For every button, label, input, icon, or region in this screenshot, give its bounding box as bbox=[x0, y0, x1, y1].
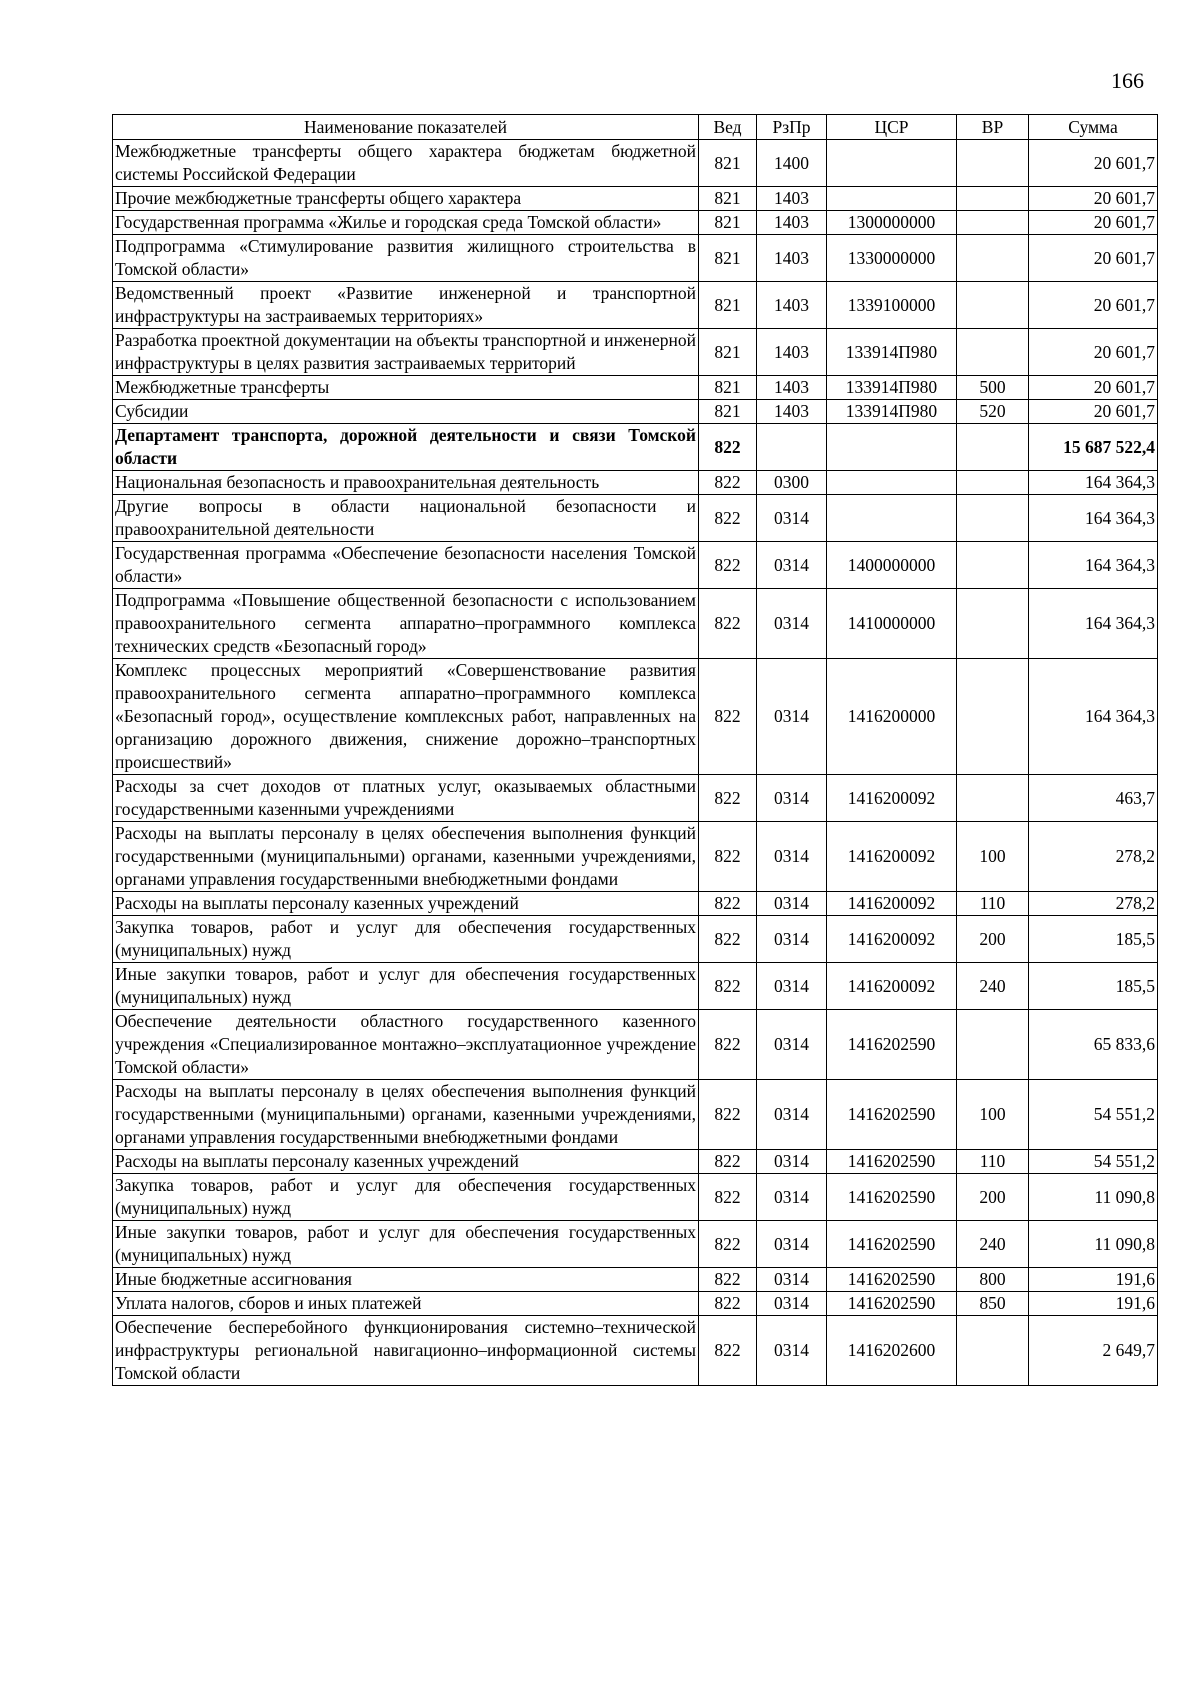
row-csr bbox=[827, 424, 957, 471]
row-rzpr: 1403 bbox=[757, 400, 827, 424]
header-vr: ВР bbox=[957, 115, 1029, 140]
table-row bbox=[113, 589, 1158, 659]
row-sum: 463,7 bbox=[1029, 775, 1158, 822]
table-row bbox=[113, 329, 1158, 376]
row-rzpr: 0314 bbox=[757, 1268, 827, 1292]
row-name: Комплекс процессных мероприятий «Совершенствование развития правоохранительного сегмента аппаратно–программного комплекса «Безопасный город», осуществление комплексных работ, направленных на организацию дорожного движения, снижение дорожно–транспортных происшествий» bbox=[113, 659, 699, 775]
row-sum: 185,5 bbox=[1029, 916, 1158, 963]
row-vr: 240 bbox=[957, 1221, 1029, 1268]
row-rzpr: 0314 bbox=[757, 916, 827, 963]
row-ved: 821 bbox=[699, 282, 757, 329]
row-ved: 822 bbox=[699, 1010, 757, 1080]
row-rzpr: 0314 bbox=[757, 963, 827, 1010]
row-sum: 54 551,2 bbox=[1029, 1080, 1158, 1150]
row-vr: 110 bbox=[957, 1150, 1029, 1174]
table-row bbox=[113, 376, 1158, 400]
row-rzpr: 1403 bbox=[757, 329, 827, 376]
table-row bbox=[113, 1221, 1158, 1268]
row-csr: 133914П980 bbox=[827, 400, 957, 424]
row-vr bbox=[957, 471, 1029, 495]
row-vr: 100 bbox=[957, 1080, 1029, 1150]
row-name: Расходы за счет доходов от платных услуг, оказываемых областными государственными казенными учреждениями bbox=[113, 775, 699, 822]
row-name: Расходы на выплаты персоналу в целях обеспечения выполнения функций государственными (муниципальными) органами, казенными учреждениями, органами управления государственными внебюджетными фондами bbox=[113, 1080, 699, 1150]
row-rzpr: 0314 bbox=[757, 1174, 827, 1221]
row-ved: 822 bbox=[699, 892, 757, 916]
row-csr: 1416202590 bbox=[827, 1150, 957, 1174]
row-name: Межбюджетные трансферты общего характера бюджетам бюджетной системы Российской Федерации bbox=[113, 140, 699, 187]
row-rzpr: 0314 bbox=[757, 1316, 827, 1386]
table-row bbox=[113, 282, 1158, 329]
row-ved: 822 bbox=[699, 1292, 757, 1316]
row-csr: 1339100000 bbox=[827, 282, 957, 329]
table-row bbox=[113, 471, 1158, 495]
row-rzpr: 0314 bbox=[757, 542, 827, 589]
row-csr bbox=[827, 187, 957, 211]
row-rzpr: 0314 bbox=[757, 822, 827, 892]
row-ved: 822 bbox=[699, 424, 757, 471]
row-rzpr: 0314 bbox=[757, 775, 827, 822]
row-csr: 1416202590 bbox=[827, 1268, 957, 1292]
row-name: Государственная программа «Обеспечение безопасности населения Томской области» bbox=[113, 542, 699, 589]
row-ved: 821 bbox=[699, 140, 757, 187]
row-ved: 822 bbox=[699, 659, 757, 775]
row-rzpr: 0314 bbox=[757, 1080, 827, 1150]
row-ved: 822 bbox=[699, 775, 757, 822]
row-ved: 822 bbox=[699, 1080, 757, 1150]
row-vr bbox=[957, 211, 1029, 235]
row-sum: 164 364,3 bbox=[1029, 471, 1158, 495]
row-vr: 200 bbox=[957, 1174, 1029, 1221]
row-sum: 20 601,7 bbox=[1029, 140, 1158, 187]
row-vr bbox=[957, 282, 1029, 329]
row-name: Межбюджетные трансферты bbox=[113, 376, 699, 400]
row-sum: 278,2 bbox=[1029, 822, 1158, 892]
row-csr: 133914П980 bbox=[827, 376, 957, 400]
row-ved: 822 bbox=[699, 495, 757, 542]
row-vr: 200 bbox=[957, 916, 1029, 963]
row-csr: 1410000000 bbox=[827, 589, 957, 659]
row-vr bbox=[957, 329, 1029, 376]
row-rzpr: 0314 bbox=[757, 495, 827, 542]
table-row bbox=[113, 235, 1158, 282]
header-csr: ЦСР bbox=[827, 115, 957, 140]
table-row bbox=[113, 1174, 1158, 1221]
row-name: Подпрограмма «Стимулирование развития жилищного строительства в Томской области» bbox=[113, 235, 699, 282]
table-row bbox=[113, 542, 1158, 589]
row-ved: 822 bbox=[699, 542, 757, 589]
row-vr: 110 bbox=[957, 892, 1029, 916]
row-vr: 520 bbox=[957, 400, 1029, 424]
row-ved: 822 bbox=[699, 963, 757, 1010]
row-ved: 821 bbox=[699, 400, 757, 424]
row-name: Подпрограмма «Повышение общественной безопасности с использованием правоохранительного сегмента аппаратно–программного комплекса технических средств «Безопасный город» bbox=[113, 589, 699, 659]
row-rzpr: 0314 bbox=[757, 892, 827, 916]
table-row bbox=[113, 775, 1158, 822]
row-sum: 185,5 bbox=[1029, 963, 1158, 1010]
row-name: Другие вопросы в области национальной безопасности и правоохранительной деятельности bbox=[113, 495, 699, 542]
row-csr: 1416202600 bbox=[827, 1316, 957, 1386]
row-csr: 1416202590 bbox=[827, 1080, 957, 1150]
row-rzpr: 1403 bbox=[757, 187, 827, 211]
table-row bbox=[113, 1316, 1158, 1386]
row-csr: 1300000000 bbox=[827, 211, 957, 235]
row-vr bbox=[957, 495, 1029, 542]
table-row bbox=[113, 187, 1158, 211]
row-sum: 164 364,3 bbox=[1029, 589, 1158, 659]
row-sum: 20 601,7 bbox=[1029, 282, 1158, 329]
row-csr: 1416200092 bbox=[827, 916, 957, 963]
row-name: Иные закупки товаров, работ и услуг для обеспечения государственных (муниципальных) нужд bbox=[113, 1221, 699, 1268]
row-csr: 1416202590 bbox=[827, 1010, 957, 1080]
row-rzpr: 0300 bbox=[757, 471, 827, 495]
row-rzpr bbox=[757, 424, 827, 471]
row-name: Национальная безопасность и правоохранительная деятельность bbox=[113, 471, 699, 495]
row-ved: 821 bbox=[699, 235, 757, 282]
row-sum: 65 833,6 bbox=[1029, 1010, 1158, 1080]
row-name: Закупка товаров, работ и услуг для обеспечения государственных (муниципальных) нужд bbox=[113, 916, 699, 963]
budget-table bbox=[112, 114, 1158, 1386]
table-row bbox=[113, 1292, 1158, 1316]
row-rzpr: 1403 bbox=[757, 282, 827, 329]
row-name: Ведомственный проект «Развитие инженерной и транспортной инфраструктуры на застраиваемых территориях» bbox=[113, 282, 699, 329]
row-vr: 500 bbox=[957, 376, 1029, 400]
row-sum: 164 364,3 bbox=[1029, 495, 1158, 542]
header-sum: Сумма bbox=[1029, 115, 1158, 140]
row-vr: 100 bbox=[957, 822, 1029, 892]
row-ved: 821 bbox=[699, 187, 757, 211]
row-name: Государственная программа «Жилье и городская среда Томской области» bbox=[113, 211, 699, 235]
row-vr bbox=[957, 659, 1029, 775]
row-name: Разработка проектной документации на объекты транспортной и инженерной инфраструктуры в целях развития застраиваемых территорий bbox=[113, 329, 699, 376]
row-sum: 20 601,7 bbox=[1029, 187, 1158, 211]
table-header-row bbox=[113, 115, 1158, 140]
row-rzpr: 0314 bbox=[757, 589, 827, 659]
row-vr bbox=[957, 775, 1029, 822]
table-row bbox=[113, 140, 1158, 187]
row-name: Уплата налогов, сборов и иных платежей bbox=[113, 1292, 699, 1316]
row-rzpr: 1403 bbox=[757, 235, 827, 282]
table-row bbox=[113, 822, 1158, 892]
table-row bbox=[113, 1080, 1158, 1150]
row-vr bbox=[957, 424, 1029, 471]
row-csr: 1416202590 bbox=[827, 1292, 957, 1316]
row-ved: 821 bbox=[699, 376, 757, 400]
table-row bbox=[113, 211, 1158, 235]
row-rzpr: 0314 bbox=[757, 1150, 827, 1174]
table-row bbox=[113, 963, 1158, 1010]
row-csr: 1416200092 bbox=[827, 822, 957, 892]
row-vr bbox=[957, 589, 1029, 659]
row-csr: 1416200092 bbox=[827, 892, 957, 916]
row-csr: 133914П980 bbox=[827, 329, 957, 376]
row-vr bbox=[957, 235, 1029, 282]
row-sum: 54 551,2 bbox=[1029, 1150, 1158, 1174]
row-ved: 822 bbox=[699, 916, 757, 963]
row-ved: 821 bbox=[699, 211, 757, 235]
row-sum: 11 090,8 bbox=[1029, 1174, 1158, 1221]
row-sum: 20 601,7 bbox=[1029, 329, 1158, 376]
row-sum: 2 649,7 bbox=[1029, 1316, 1158, 1386]
row-name: Департамент транспорта, дорожной деятельности и связи Томской области bbox=[113, 424, 699, 471]
row-name: Расходы на выплаты персоналу казенных учреждений bbox=[113, 892, 699, 916]
table-row bbox=[113, 1150, 1158, 1174]
row-rzpr: 1403 bbox=[757, 376, 827, 400]
row-ved: 822 bbox=[699, 1316, 757, 1386]
header-ved: Вед bbox=[699, 115, 757, 140]
row-ved: 822 bbox=[699, 1221, 757, 1268]
table-row bbox=[113, 659, 1158, 775]
row-csr: 1416200000 bbox=[827, 659, 957, 775]
row-csr: 1416200092 bbox=[827, 963, 957, 1010]
row-ved: 822 bbox=[699, 822, 757, 892]
row-vr bbox=[957, 542, 1029, 589]
row-vr bbox=[957, 1316, 1029, 1386]
row-name: Прочие межбюджетные трансферты общего характера bbox=[113, 187, 699, 211]
row-ved: 822 bbox=[699, 1150, 757, 1174]
row-sum: 191,6 bbox=[1029, 1292, 1158, 1316]
row-csr: 1330000000 bbox=[827, 235, 957, 282]
row-vr bbox=[957, 140, 1029, 187]
page-number: 166 bbox=[1111, 68, 1144, 93]
row-rzpr: 0314 bbox=[757, 1292, 827, 1316]
header-rzpr: РзПр bbox=[757, 115, 827, 140]
table-row bbox=[113, 400, 1158, 424]
table-row bbox=[113, 892, 1158, 916]
row-rzpr: 0314 bbox=[757, 1221, 827, 1268]
row-name: Иные закупки товаров, работ и услуг для обеспечения государственных (муниципальных) нужд bbox=[113, 963, 699, 1010]
row-ved: 822 bbox=[699, 1174, 757, 1221]
row-sum: 164 364,3 bbox=[1029, 659, 1158, 775]
row-name: Расходы на выплаты персоналу казенных учреждений bbox=[113, 1150, 699, 1174]
row-vr: 800 bbox=[957, 1268, 1029, 1292]
row-rzpr: 0314 bbox=[757, 659, 827, 775]
row-vr bbox=[957, 1010, 1029, 1080]
table-row bbox=[113, 424, 1158, 471]
table-row bbox=[113, 1268, 1158, 1292]
row-name: Обеспечение деятельности областного государственного казенного учреждения «Специализированное монтажно–эксплуатационное учреждение Томской области» bbox=[113, 1010, 699, 1080]
row-rzpr: 1400 bbox=[757, 140, 827, 187]
row-csr: 1400000000 bbox=[827, 542, 957, 589]
row-name: Иные бюджетные ассигнования bbox=[113, 1268, 699, 1292]
row-csr: 1416202590 bbox=[827, 1174, 957, 1221]
row-sum: 20 601,7 bbox=[1029, 235, 1158, 282]
row-csr bbox=[827, 140, 957, 187]
row-csr bbox=[827, 495, 957, 542]
row-sum: 20 601,7 bbox=[1029, 211, 1158, 235]
table-row bbox=[113, 1010, 1158, 1080]
row-ved: 822 bbox=[699, 1268, 757, 1292]
header-name: Наименование показателей bbox=[113, 115, 699, 140]
row-csr: 1416202590 bbox=[827, 1221, 957, 1268]
row-ved: 821 bbox=[699, 329, 757, 376]
row-sum: 20 601,7 bbox=[1029, 400, 1158, 424]
table-body bbox=[113, 140, 1158, 1386]
row-sum: 164 364,3 bbox=[1029, 542, 1158, 589]
table-row bbox=[113, 495, 1158, 542]
row-ved: 822 bbox=[699, 471, 757, 495]
row-rzpr: 1403 bbox=[757, 211, 827, 235]
row-sum: 20 601,7 bbox=[1029, 376, 1158, 400]
table-row bbox=[113, 916, 1158, 963]
row-csr: 1416200092 bbox=[827, 775, 957, 822]
row-name: Расходы на выплаты персоналу в целях обеспечения выполнения функций государственными (муниципальными) органами, казенными учреждениями, органами управления государственными внебюджетными фондами bbox=[113, 822, 699, 892]
row-name: Субсидии bbox=[113, 400, 699, 424]
row-ved: 822 bbox=[699, 589, 757, 659]
row-vr: 850 bbox=[957, 1292, 1029, 1316]
row-sum: 191,6 bbox=[1029, 1268, 1158, 1292]
row-sum: 278,2 bbox=[1029, 892, 1158, 916]
row-rzpr: 0314 bbox=[757, 1010, 827, 1080]
row-csr bbox=[827, 471, 957, 495]
row-vr: 240 bbox=[957, 963, 1029, 1010]
row-name: Обеспечение бесперебойного функционирования системно–технической инфраструктуры региональной навигационно–информационной системы Томской области bbox=[113, 1316, 699, 1386]
row-sum: 11 090,8 bbox=[1029, 1221, 1158, 1268]
row-vr bbox=[957, 187, 1029, 211]
row-name: Закупка товаров, работ и услуг для обеспечения государственных (муниципальных) нужд bbox=[113, 1174, 699, 1221]
row-sum: 15 687 522,4 bbox=[1029, 424, 1158, 471]
